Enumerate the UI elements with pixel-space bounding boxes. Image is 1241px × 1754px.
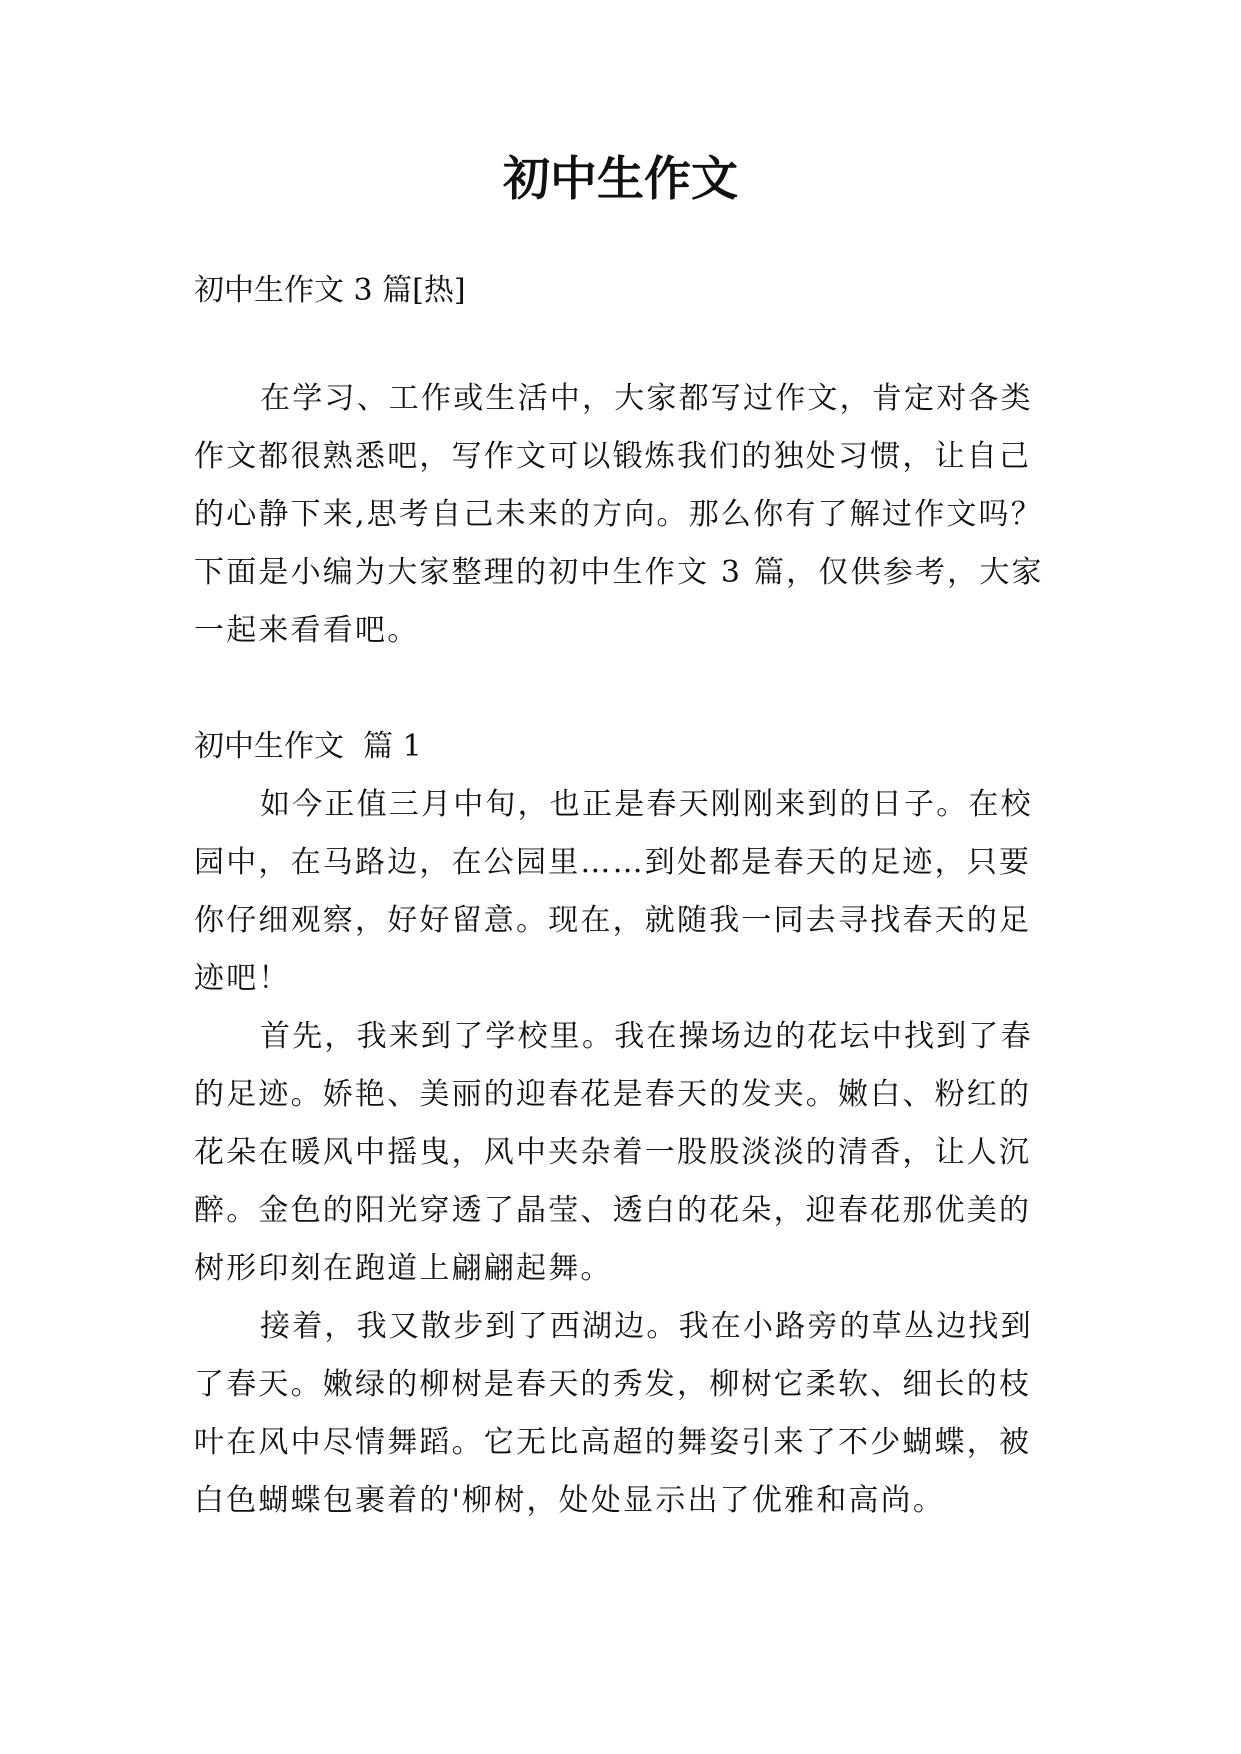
document-title: 初中生作文 bbox=[503, 152, 738, 207]
section-heading: 初中生作文 篇 1 bbox=[194, 729, 422, 764]
document-subtitle: 初中生作文 3 篇[热] bbox=[194, 273, 466, 308]
body-paragraph: 首先，我来到了学校里。我在操场边的花坛中找到了春的足迹。娇艳、美丽的迎春花是春天的发夹。嫩白、粉红的花朵在暖风中摇曳，风中夹杂着一股股淡淡的清香，让人沉醉。金色的阳光穿透了晶莹、透白的花朵，迎春花那优美的树形印刻在跑道上翩翩起舞。 bbox=[194, 1019, 1033, 1286]
body-paragraph: 接着，我又散步到了西湖边。我在小路旁的草丛边找到了春天。嫩绿的柳树是春天的秀发，柳树它柔软、细长的枝叶在风中尽情舞蹈。它无比高超的舞姿引来了不少蝴蝶，被白色蝴蝶包裹着的'柳树，处处显示出了优雅和高尚。 bbox=[194, 1309, 1033, 1518]
document-body bbox=[194, 262, 1056, 1530]
body-paragraph: 如今正值三月中旬，也正是春天刚刚来到的日子。在校园中，在马路边，在公园里……到处都是春天的足迹，只要你仔细观察，好好留意。现在，就随我一同去寻找春天的足迹吧！ bbox=[194, 787, 1033, 996]
intro-paragraph: 在学习、工作或生活中，大家都写过作文，肯定对各类作文都很熟悉吧，写作文可以锻炼我们的独处习惯，让自己的心静下来,思考自己未来的方向。那么你有了解过作文吗？下面是小编为大家整理的初中生作文 3 篇，仅供参考，大家一起来看看吧。 bbox=[194, 381, 1044, 648]
